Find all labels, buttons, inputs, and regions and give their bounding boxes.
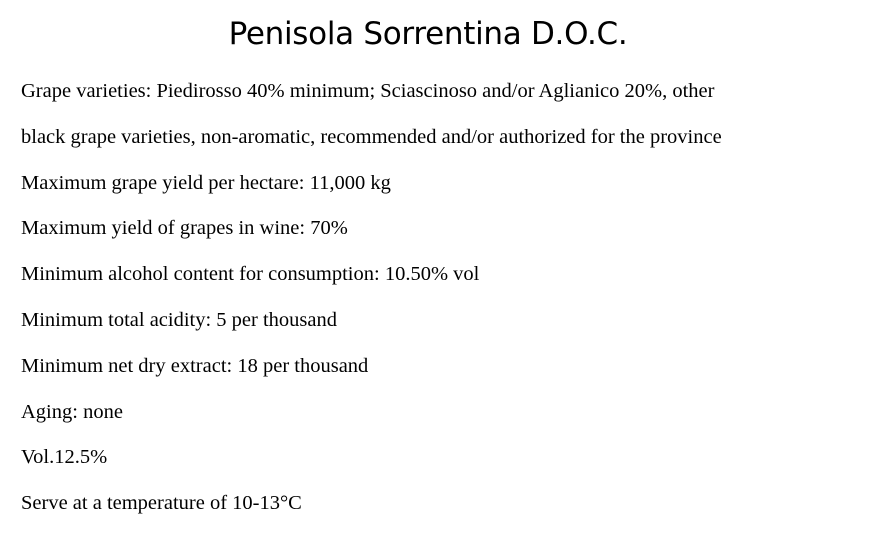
spec-line-max-yield-in-wine: Maximum yield of grapes in wine: 70%: [21, 217, 348, 240]
spec-line-min-acidity: Minimum total acidity: 5 per thousand: [21, 308, 337, 331]
spec-list: [21, 76, 871, 534]
spec-line-min-dry-extract: Minimum net dry extract: 18 per thousand: [21, 354, 369, 377]
spec-line-grape-varieties-continued: black grape varieties, non-aromatic, recommended and/or authorized for the province: [21, 125, 722, 148]
spec-line-volume: Vol.12.5%: [21, 446, 108, 469]
spec-line-aging: Aging: none: [21, 400, 123, 423]
spec-line-grape-varieties: Grape varieties: Piedirosso 40% minimum; Sciascinoso and/or Aglianico 20%, other: [21, 80, 715, 102]
spec-line-min-alcohol: Minimum alcohol content for consumption: 10.50% vol: [21, 263, 480, 286]
spec-line-serving-temperature: Serve at a temperature of 10-13°C: [21, 492, 302, 515]
spec-line-max-yield-per-hectare: Maximum grape yield per hectare: 11,000 kg: [21, 171, 391, 194]
document-title: Penisola Sorrentina D.O.C.: [228, 16, 628, 52]
